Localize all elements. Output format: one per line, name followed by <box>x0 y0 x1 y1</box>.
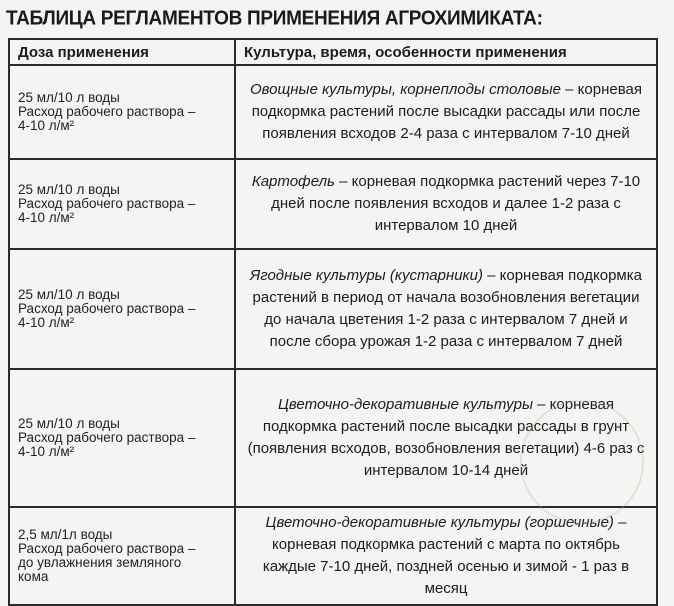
dose-line: до увлажнения земляного <box>18 555 182 570</box>
dose-line: 25 мл/10 л воды <box>18 287 120 302</box>
dose-line: 25 мл/10 л воды <box>18 416 120 431</box>
dose-line: Расход рабочего раствора – <box>18 541 196 556</box>
dose-line: Расход рабочего раствора – <box>18 301 196 316</box>
dose-line: 4-10 л/м² <box>18 210 75 225</box>
dose-cell <box>9 507 235 605</box>
description-cell <box>235 65 657 159</box>
dose-line: Расход рабочего раствора – <box>18 430 196 445</box>
crop-text: – корневая подкормка растений после высадки рассады или после появления всходов 2-4 раза с интервалом 7-10 дней <box>251 81 642 142</box>
crop-text: – корневая подкормка растений в период от начала возобновления вегетации до начала цветения 1-2 раза с интервалом 7 дней и после сбора урожая 1-2 раза с интервалом 7 дней <box>252 267 642 350</box>
regulations-table <box>8 38 658 606</box>
crop-name: Картофель <box>251 173 335 190</box>
crop-name: Ягодные культуры (кустарники) <box>250 267 483 284</box>
description-cell <box>235 249 657 369</box>
dose-cell <box>9 159 235 249</box>
dose-line: Расход рабочего раствора – <box>18 196 196 211</box>
dose-line: 25 мл/10 л воды <box>18 90 120 105</box>
dose-cell <box>9 65 235 159</box>
crop-name: Цветочно-декоративные культуры <box>278 396 533 413</box>
crop-text: – корневая подкормка растений через 7-10 дней после появления всходов и далее 1-2 раза с интервалом 10 дней <box>271 173 641 234</box>
dose-line: 4-10 л/м² <box>18 315 75 330</box>
dose-line: 25 мл/10 л воды <box>18 182 120 197</box>
dose-line: 4-10 л/м² <box>18 118 75 133</box>
table-row <box>9 507 657 605</box>
dose-line: 4-10 л/м² <box>18 444 75 459</box>
table-row <box>9 159 657 249</box>
crop-text: – корневая подкормка растений с марта по октябрь каждые 7-10 дней, поздней осенью и зимой - 1 раз в месяц <box>262 514 630 597</box>
dose-line: кома <box>18 569 49 584</box>
description-cell <box>235 159 657 249</box>
dose-line: Расход рабочего раствора – <box>18 104 196 119</box>
table-row <box>9 65 657 159</box>
watermark-stamp <box>520 400 644 524</box>
table-row <box>9 249 657 369</box>
crop-name: Цветочно-декоративные культуры (горшечные) <box>265 514 614 531</box>
dose-cell <box>9 249 235 369</box>
crop-name: Овощные культуры, корнеплоды столовые <box>250 81 561 98</box>
crop-text: – корневая подкормка растений после высадки рассады в грунт (появления всходов, возобновления вегетации) 4-6 раз с интервалом 10-14 дней <box>247 396 645 479</box>
dose-line: 2,5 мл/1л воды <box>18 527 113 542</box>
header-crop: Культура, время, особенности применения <box>235 39 657 65</box>
dose-cell <box>9 369 235 507</box>
page-title: ТАБЛИЦА РЕГЛАМЕНТОВ ПРИМЕНЕНИЯ АГРОХИМИКАТА: <box>6 7 543 30</box>
header-dose: Доза применения <box>9 39 235 65</box>
table-header-row <box>9 39 657 65</box>
